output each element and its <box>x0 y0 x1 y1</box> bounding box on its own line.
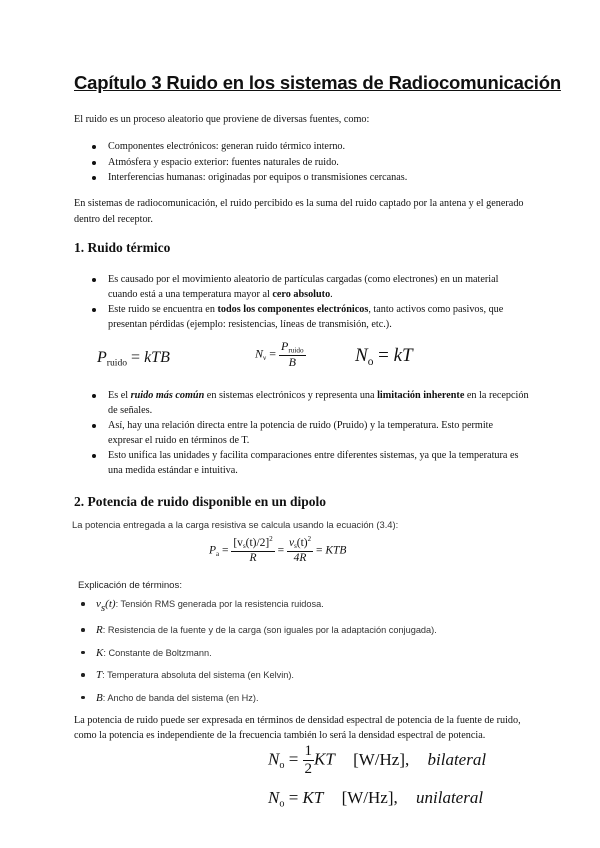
sources-list <box>74 140 529 187</box>
list-item: Es causado por el movimiento aleatorio de partículas cargadas (como electrones) en un material cuando está a una temperatura mayor al cero absoluto. <box>74 273 529 302</box>
list-item: Atmósfera y espacio exterior: fuentes naturales de ruido. <box>74 156 529 171</box>
list-item: B: Ancho de banda del sistema (en Hz). <box>76 692 437 704</box>
list-item: Componentes electrónicos: generan ruido térmico interno. <box>74 140 529 155</box>
equation-unilateral: $N_o$ = KT [W/Hz], unilateral <box>268 788 484 810</box>
list-item: Interferencias humanas: originadas por equipos o transmisiones cercanas. <box>74 171 529 186</box>
list-item: Así, hay una relación directa entre la potencia de ruido (Pruido) y la temperatura. Esto permite expresar el ruido en términos de T. <box>74 419 529 448</box>
equation-available-power: $P_a$ = $\frac{[v_s(t)/2]^2}{R}$ = $\frac{v_s(t)^2}{4R}$ = KTB <box>209 536 347 565</box>
thermal-noise-list-a <box>74 273 529 333</box>
page-title: Capítulo 3 Ruido en los sistemas de Radiocomunicación <box>74 72 561 93</box>
section-heading-thermal-noise: 1. Ruido térmico <box>74 240 171 255</box>
equation-noise-density: $N_\nu$ = $\frac{P_{ruido}}{B}$ <box>255 339 304 369</box>
terms-label: Explicación de términos: <box>78 580 182 591</box>
list-item: R: Resistencia de la fuente y de la carga (son iguales por la adaptación conjugada). <box>76 624 437 636</box>
equation-bilateral: $N_o$ = $\frac{1}{2}$ KT [W/Hz], bilateral <box>268 743 487 778</box>
closing-paragraph: La potencia de ruido puede ser expresada en términos de densidad espectral de potencia de la fuente de ruido, como la potencia es independiente de la frecuencia también lo será la densidad espectral de potencia. <box>74 715 521 741</box>
summary-paragraph: En sistemas de radiocomunicación, el ruido percibido es la suma del ruido captado por la antena y el generado dentro del receptor. <box>74 198 524 225</box>
thermal-noise-list-b <box>74 389 529 479</box>
list-item: T: Temperatura absoluta del sistema (en Kelvin). <box>76 669 437 681</box>
equation-thermal-noise-power: $P_{ruido}$ = kTB <box>97 349 170 369</box>
equation-noise-kT: $N_o$ = kT <box>355 345 413 368</box>
intro-paragraph: El ruido es un proceso aleatorio que proviene de diversas fuentes, como: <box>74 114 370 125</box>
list-item: Esto unifica las unidades y facilita comparaciones entre diferentes sistemas, ya que la temperatura es una medida estándar e intuitiva. <box>74 449 529 478</box>
list-item: vs(t): Tensión RMS generada por la resistencia ruidosa. <box>76 598 437 614</box>
equation-intro: La potencia entregada a la carga resistiva se calcula usando la ecuación (3.4): <box>72 519 399 530</box>
list-item: K: Constante de Boltzmann. <box>76 647 437 659</box>
list-item: Es el ruido más común en sistemas electrónicos y representa una limitación inherente en la recepción de señales. <box>74 389 529 418</box>
list-item: Este ruido se encuentra en todos los componentes electrónicos, tanto activos como pasivos, que presentan pérdidas (ejemplo: resistencias, líneas de transmisión, etc.). <box>74 303 529 332</box>
section-heading-dipole-noise: 2. Potencia de ruido disponible en un dipolo <box>74 494 327 509</box>
terms-list <box>76 598 437 714</box>
